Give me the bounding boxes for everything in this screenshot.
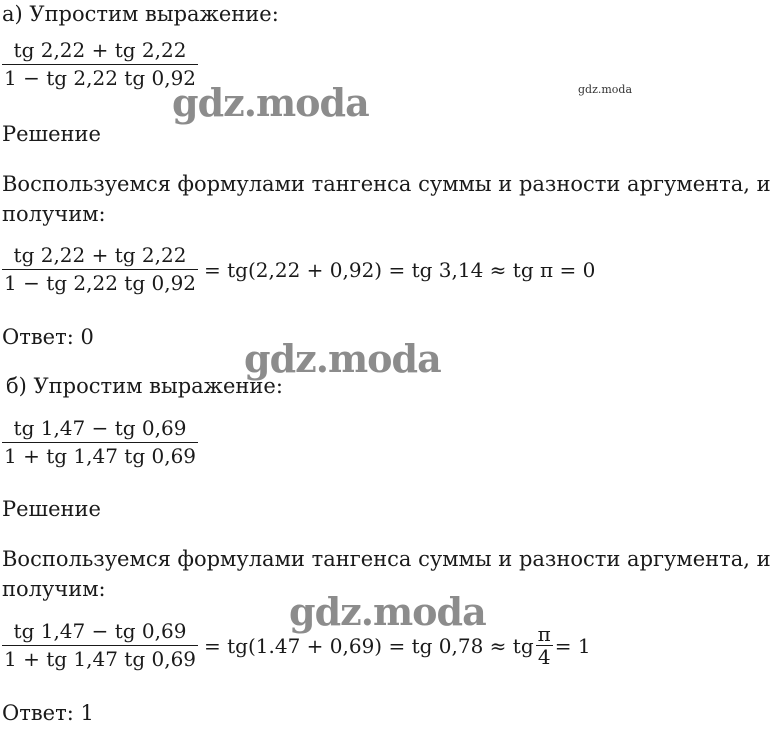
part-a-text-line2: получим: [2, 202, 106, 226]
fraction-denominator: 1 − tg 2,22 tg 0,92 [4, 66, 197, 90]
part-b-answer: Ответ: 1 [2, 701, 94, 725]
part-b-heading: б) Упростим выражение: [6, 374, 283, 398]
pi-denominator: 4 [537, 645, 551, 669]
part-b-calc-fraction [2, 619, 198, 672]
watermark-top: gdz.moda [172, 80, 369, 125]
watermark-bottom: gdz.moda [289, 589, 486, 634]
part-a-heading: а) Упростим выражение: [2, 2, 279, 26]
part-a-calculation [2, 243, 595, 296]
part-b-expression-fraction [2, 416, 198, 469]
part-a-answer: Ответ: 0 [2, 325, 94, 349]
part-a-text-line1: Воспользуемся формулами тангенса суммы и разности аргумента, и [2, 172, 771, 196]
part-a-calc-fraction [2, 243, 198, 296]
part-a-solution-label: Решение [2, 122, 101, 146]
part-a-expression-fraction [2, 38, 198, 91]
part-b-expression [2, 416, 198, 469]
part-a-calc-result: = tg(2,22 + 0,92) = tg 3,14 ≈ tg π = 0 [204, 257, 596, 282]
part-b-text-line2: получим: [2, 577, 106, 601]
part-b-solution-label: Решение [2, 497, 101, 521]
part-b-text-line1: Воспользуемся формулами тангенса суммы и разности аргумента, и [2, 547, 771, 571]
pi-over-four-fraction [536, 623, 553, 668]
part-a-expression [2, 38, 198, 91]
watermark-middle: gdz.moda [244, 336, 441, 381]
fraction-denominator: 1 + tg 1,47 tg 0,69 [4, 444, 197, 468]
fraction-numerator: tg 2,22 + tg 2,22 [13, 38, 187, 62]
fraction-numerator: tg 2,22 + tg 2,22 [13, 243, 187, 267]
watermark-small: gdz.moda [578, 83, 633, 96]
part-b-calc-result-prefix: = tg(1.47 + 0,69) = tg 0,78 ≈ tg [204, 633, 534, 658]
fraction-numerator: tg 1,47 − tg 0,69 [13, 416, 187, 440]
part-b-calc-result-suffix: = 1 [554, 633, 591, 658]
fraction-denominator: 1 + tg 1,47 tg 0,69 [4, 647, 197, 671]
pi-numerator: π [537, 622, 551, 646]
fraction-denominator: 1 − tg 2,22 tg 0,92 [4, 271, 197, 295]
fraction-numerator: tg 1,47 − tg 0,69 [13, 619, 187, 643]
